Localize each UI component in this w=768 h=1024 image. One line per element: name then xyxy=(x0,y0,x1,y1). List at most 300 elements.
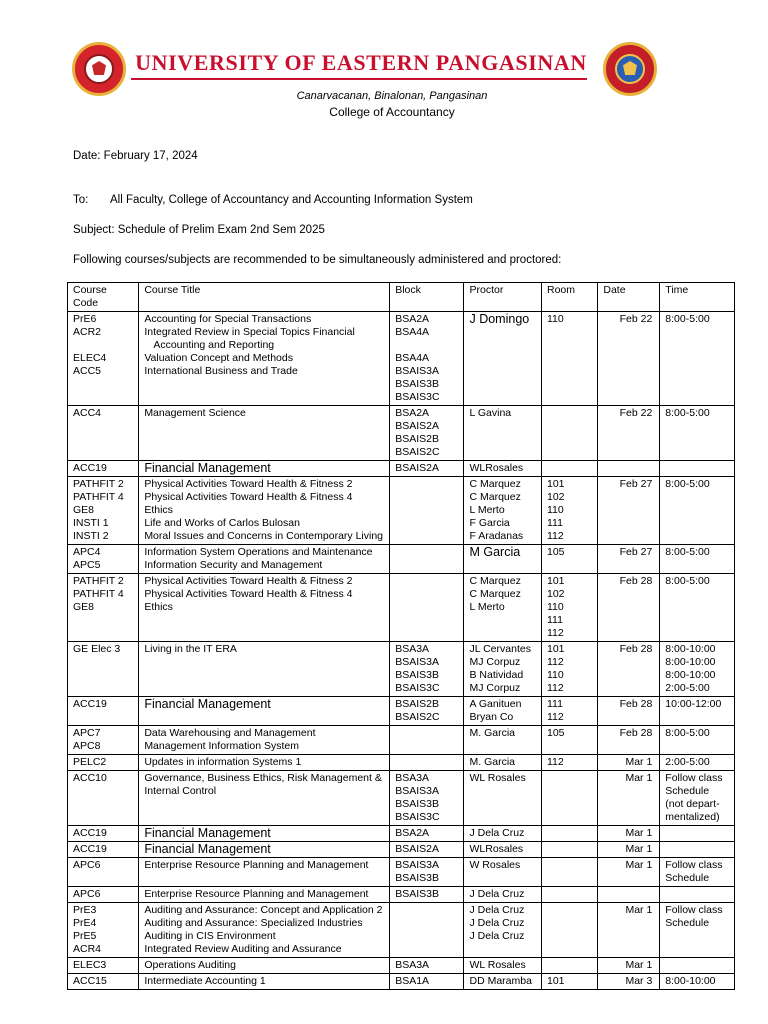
cell-text: Auditing and Assurance: Concept and Application 2 xyxy=(144,904,383,916)
cell-text: 101 xyxy=(547,575,565,587)
cell-block xyxy=(390,974,464,990)
cell-room xyxy=(542,903,598,958)
cell-text: Intermediate Accounting 1 xyxy=(144,975,266,987)
cell-text xyxy=(547,888,592,901)
cell-text xyxy=(547,904,592,917)
table-row xyxy=(68,958,735,974)
table-row xyxy=(68,545,735,574)
cell-text: APC6 xyxy=(73,859,101,871)
cell-text: 111 xyxy=(547,614,563,626)
cell-text: BSAIS2A xyxy=(395,843,439,855)
col-header-date: Date xyxy=(598,283,660,312)
cell-course-title xyxy=(139,642,390,697)
cell-text: 105 xyxy=(547,727,565,739)
table-row xyxy=(68,697,735,726)
cell-text: Feb 27 xyxy=(619,546,653,558)
cell-course-code xyxy=(68,755,139,771)
table-body xyxy=(68,312,735,990)
cell-text xyxy=(665,888,729,901)
cell-text: 112 xyxy=(547,627,564,639)
cell-proctor xyxy=(464,958,542,974)
cell-course-title xyxy=(139,887,390,903)
cell-text: DD Maramba xyxy=(469,975,532,987)
cell-date xyxy=(598,974,660,990)
cell-course-title xyxy=(139,726,390,755)
cell-course-title xyxy=(139,477,390,545)
cell-text: 8:00-10:00 xyxy=(665,669,716,681)
cell-text: ACC19 xyxy=(73,462,107,474)
cell-text: APC8 xyxy=(73,740,101,752)
table-row xyxy=(68,826,735,842)
cell-proctor xyxy=(464,545,542,574)
cell-text: 8:00-5:00 xyxy=(665,727,710,739)
table-row xyxy=(68,406,735,461)
cell-room xyxy=(542,406,598,461)
cell-text: APC7 xyxy=(73,727,101,739)
cell-text: BSAIS3A xyxy=(395,365,439,377)
cell-text: ACC4 xyxy=(73,407,102,419)
cell-text xyxy=(395,904,458,917)
table-row xyxy=(68,642,735,697)
cell-room xyxy=(542,461,598,477)
cell-text xyxy=(547,827,592,840)
cell-text: PATHFIT 4 xyxy=(73,491,124,503)
college-seal-right-logo xyxy=(603,42,657,96)
col-header-course-code: Course Code xyxy=(68,283,139,312)
cell-text: J Dela Cruz xyxy=(469,917,525,929)
cell-text: Moral Issues and Concerns in Contemporary Living xyxy=(144,530,384,542)
cell-text: Physical Activities Toward Health & Fitness 4 xyxy=(144,588,353,600)
cell-time xyxy=(660,755,735,771)
cell-room xyxy=(542,574,598,642)
cell-text: PELC2 xyxy=(73,756,107,768)
table-row xyxy=(68,755,735,771)
table-row xyxy=(68,974,735,990)
cell-text: 8:00-5:00 xyxy=(665,313,710,325)
cell-proctor xyxy=(464,461,542,477)
cell-course-title xyxy=(139,312,390,406)
cell-text: 112 xyxy=(547,756,564,768)
cell-text: Financial Management xyxy=(144,697,271,711)
cell-proctor xyxy=(464,477,542,545)
cell-text: J Dela Cruz xyxy=(469,904,525,916)
cell-time xyxy=(660,545,735,574)
cell-text: WL Rosales xyxy=(469,772,526,784)
cell-proctor xyxy=(464,771,542,826)
cell-proctor xyxy=(464,842,542,858)
cell-time xyxy=(660,842,735,858)
cell-text: Bryan Co xyxy=(469,711,514,723)
cell-time xyxy=(660,887,735,903)
col-header-course-title: Course Title xyxy=(139,283,390,312)
cell-text: APC5 xyxy=(73,559,101,571)
cell-text: C Marquez xyxy=(469,588,521,600)
cell-time xyxy=(660,574,735,642)
cell-time xyxy=(660,642,735,697)
cell-text: ELEC4 xyxy=(73,352,107,364)
cell-text: BSAIS2C xyxy=(395,446,440,458)
cell-text: PrE4 xyxy=(73,917,97,929)
cell-text: BSAIS3A xyxy=(395,656,439,668)
cell-text: Feb 27 xyxy=(619,478,653,490)
cell-text: Enterprise Resource Planning and Management xyxy=(144,859,369,871)
cell-course-title xyxy=(139,574,390,642)
cell-text xyxy=(665,462,729,475)
cell-course-code xyxy=(68,887,139,903)
cell-text: BSAIS2C xyxy=(395,711,440,723)
cell-course-code xyxy=(68,406,139,461)
cell-text: L Merto xyxy=(469,601,505,613)
cell-text: Mar 1 xyxy=(625,959,653,971)
cell-room xyxy=(542,958,598,974)
cell-text: L Gavina xyxy=(469,407,512,419)
cell-text: Financial Management xyxy=(144,826,271,840)
cell-block xyxy=(390,826,464,842)
cell-text: ACC19 xyxy=(73,843,107,855)
cell-date xyxy=(598,312,660,406)
cell-course-title xyxy=(139,545,390,574)
cell-text: Mar 1 xyxy=(625,843,653,855)
cell-text: BSAIS3B xyxy=(395,798,439,810)
cell-text: J Dela Cruz xyxy=(469,930,525,942)
cell-time xyxy=(660,858,735,887)
cell-text: Feb 28 xyxy=(619,643,653,655)
cell-text: Follow class xyxy=(665,772,723,784)
cell-text: 110 xyxy=(547,504,564,516)
cell-proctor xyxy=(464,406,542,461)
cell-block xyxy=(390,642,464,697)
cell-text: 112 xyxy=(547,530,564,542)
cell-room xyxy=(542,545,598,574)
cell-text: BSA3A xyxy=(395,772,430,784)
table-row xyxy=(68,461,735,477)
cell-room xyxy=(542,726,598,755)
cell-course-title xyxy=(139,771,390,826)
cell-proctor xyxy=(464,642,542,697)
cell-course-code xyxy=(68,461,139,477)
university-address: Canarvacanan, Binalonan, Pangasinan xyxy=(296,90,488,102)
memo-intro: Following courses/subjects are recommended to be simultaneously administered and proctored: xyxy=(73,254,562,266)
cell-time xyxy=(660,312,735,406)
cell-text: ACC19 xyxy=(73,827,107,839)
cell-time xyxy=(660,461,735,477)
cell-proctor xyxy=(464,755,542,771)
cell-proctor xyxy=(464,903,542,958)
cell-text xyxy=(665,843,729,856)
cell-text: BSAIS3C xyxy=(395,391,440,403)
cell-room xyxy=(542,842,598,858)
col-header-proctor: Proctor xyxy=(464,283,542,312)
cell-course-title xyxy=(139,842,390,858)
cell-time xyxy=(660,826,735,842)
cell-proctor xyxy=(464,858,542,887)
col-header-room: Room xyxy=(542,283,598,312)
cell-text: PrE5 xyxy=(73,930,97,942)
cell-proctor xyxy=(464,887,542,903)
cell-text: ACC10 xyxy=(73,772,107,784)
cell-course-title xyxy=(139,406,390,461)
cell-text: Governance, Business Ethics, Risk Management & xyxy=(144,772,382,784)
cell-text: INSTI 2 xyxy=(73,530,109,542)
cell-block xyxy=(390,887,464,903)
cell-text: Internal Control xyxy=(144,785,217,797)
cell-course-code xyxy=(68,312,139,406)
cell-course-code xyxy=(68,477,139,545)
cell-block xyxy=(390,406,464,461)
cell-text: BSAIS2A xyxy=(395,420,439,432)
cell-text: GE8 xyxy=(73,601,95,613)
cell-text: (not depart- xyxy=(665,798,720,810)
cell-room xyxy=(542,887,598,903)
cell-text: J Dela Cruz xyxy=(469,827,525,839)
cell-text xyxy=(665,827,729,840)
cell-room xyxy=(542,826,598,842)
cell-course-code xyxy=(68,697,139,726)
cell-block xyxy=(390,461,464,477)
cell-text: 2:00-5:00 xyxy=(665,756,710,768)
exam-schedule-table xyxy=(67,282,735,990)
cell-block xyxy=(390,697,464,726)
cell-room xyxy=(542,697,598,726)
cell-text: Physical Activities Toward Health & Fitness 4 xyxy=(144,491,353,503)
cell-text: 102 xyxy=(547,588,565,600)
cell-block xyxy=(390,771,464,826)
cell-text xyxy=(547,772,592,785)
cell-room xyxy=(542,642,598,697)
cell-text xyxy=(395,727,458,740)
cell-text: 10:00-12:00 xyxy=(665,698,722,710)
cell-text: WLRosales xyxy=(469,462,524,474)
cell-course-code xyxy=(68,771,139,826)
cell-text: MJ Corpuz xyxy=(469,656,521,668)
cell-text: C Marquez xyxy=(469,575,521,587)
cell-text: 101 xyxy=(547,643,565,655)
cell-date xyxy=(598,642,660,697)
cell-text xyxy=(547,843,592,856)
cell-text xyxy=(73,339,133,352)
cell-text: BSAIS3C xyxy=(395,811,440,823)
cell-date xyxy=(598,477,660,545)
cell-text: Financial Management xyxy=(144,842,271,856)
cell-course-title xyxy=(139,826,390,842)
cell-text xyxy=(665,959,729,972)
cell-text: 110 xyxy=(547,313,564,325)
cell-text: ACC5 xyxy=(73,365,102,377)
cell-course-code xyxy=(68,842,139,858)
cell-block xyxy=(390,574,464,642)
cell-text: BSA1A xyxy=(395,975,430,987)
cell-text: GE8 xyxy=(73,504,95,516)
cell-text: Mar 1 xyxy=(625,756,653,768)
cell-date xyxy=(598,958,660,974)
cell-date xyxy=(598,842,660,858)
cell-block xyxy=(390,903,464,958)
cell-text: BSAIS3B xyxy=(395,872,439,884)
cell-course-code xyxy=(68,726,139,755)
cell-course-code xyxy=(68,642,139,697)
cell-text: Mar 1 xyxy=(625,904,653,916)
cell-text: J Domingo xyxy=(469,312,530,326)
cell-block xyxy=(390,312,464,406)
cell-text: ACC19 xyxy=(73,698,107,710)
cell-course-code xyxy=(68,958,139,974)
cell-proctor xyxy=(464,726,542,755)
cell-text: M. Garcia xyxy=(469,727,515,739)
cell-course-title xyxy=(139,755,390,771)
col-header-block: Block xyxy=(390,283,464,312)
cell-text xyxy=(603,888,652,901)
cell-text: JL Cervantes xyxy=(469,643,531,655)
cell-text xyxy=(547,859,592,872)
cell-text: 2:00-5:00 xyxy=(665,682,710,694)
cell-text: Operations Auditing xyxy=(144,959,236,971)
memo-to-label: To: xyxy=(73,194,89,206)
cell-text: Financial Management xyxy=(144,461,271,475)
cell-text: Mar 3 xyxy=(625,975,653,987)
cell-proctor xyxy=(464,312,542,406)
cell-text: 101 xyxy=(547,478,565,490)
cell-text: Schedule xyxy=(665,872,710,884)
cell-text xyxy=(395,575,458,588)
cell-text: APC4 xyxy=(73,546,101,558)
cell-text: ELEC3 xyxy=(73,959,107,971)
cell-text: APC6 xyxy=(73,888,101,900)
cell-time xyxy=(660,406,735,461)
cell-text: Data Warehousing and Management xyxy=(144,727,316,739)
cell-course-code xyxy=(68,574,139,642)
cell-block xyxy=(390,755,464,771)
cell-text: PATHFIT 4 xyxy=(73,588,124,600)
cell-text: PrE6 xyxy=(73,313,97,325)
cell-text: Mar 1 xyxy=(625,772,653,784)
cell-text: WL Rosales xyxy=(469,959,526,971)
cell-date xyxy=(598,858,660,887)
cell-time xyxy=(660,974,735,990)
cell-time xyxy=(660,477,735,545)
cell-text: INSTI 1 xyxy=(73,517,109,529)
cell-text: BSA4A xyxy=(395,326,430,338)
cell-block xyxy=(390,726,464,755)
cell-text: BSA2A xyxy=(395,313,430,325)
cell-text: BSAIS3A xyxy=(395,859,439,871)
cell-text: PrE3 xyxy=(73,904,97,916)
cell-text: 111 xyxy=(547,517,563,529)
cell-date xyxy=(598,574,660,642)
cell-text: Feb 28 xyxy=(619,727,653,739)
cell-date xyxy=(598,545,660,574)
cell-course-title xyxy=(139,974,390,990)
cell-text: M Garcia xyxy=(469,545,521,559)
cell-date xyxy=(598,887,660,903)
cell-room xyxy=(542,771,598,826)
cell-text: 111 xyxy=(547,698,563,710)
cell-text: ACR4 xyxy=(73,943,102,955)
cell-text xyxy=(547,462,592,475)
cell-text: 8:00-5:00 xyxy=(665,575,710,587)
cell-text xyxy=(603,462,652,475)
table-row xyxy=(68,312,735,406)
cell-course-code xyxy=(68,974,139,990)
cell-text: ACC15 xyxy=(73,975,107,987)
cell-course-code xyxy=(68,826,139,842)
memo-to-recipients: All Faculty, College of Accountancy and Accounting Information System xyxy=(110,194,473,206)
cell-text: BSAIS2B xyxy=(395,698,439,710)
cell-text: 112 xyxy=(547,656,564,668)
cell-text: BSA2A xyxy=(395,407,430,419)
cell-text: 112 xyxy=(547,682,564,694)
cell-text: ACR2 xyxy=(73,326,102,338)
cell-text: Feb 22 xyxy=(619,407,653,419)
cell-text: Life and Works of Carlos Bulosan xyxy=(144,517,300,529)
cell-text: mentalized) xyxy=(665,811,720,823)
university-seal-left-logo xyxy=(72,42,126,96)
cell-course-code xyxy=(68,858,139,887)
cell-text: WLRosales xyxy=(469,843,524,855)
cell-text: Information System Operations and Maintenance xyxy=(144,546,373,558)
cell-text: F Garcia xyxy=(469,517,510,529)
cell-text: L Merto xyxy=(469,504,505,516)
table-row xyxy=(68,887,735,903)
cell-text: W Rosales xyxy=(469,859,521,871)
cell-room xyxy=(542,312,598,406)
cell-block xyxy=(390,958,464,974)
cell-text xyxy=(395,478,458,491)
table-header-row xyxy=(68,283,735,312)
cell-date xyxy=(598,903,660,958)
cell-text: PATHFIT 2 xyxy=(73,478,124,490)
college-name: College of Accountancy xyxy=(329,105,455,119)
table-row xyxy=(68,726,735,755)
cell-text: GE Elec 3 xyxy=(73,643,121,655)
cell-text: B Natividad xyxy=(469,669,524,681)
table-row xyxy=(68,771,735,826)
cell-block xyxy=(390,858,464,887)
cell-time xyxy=(660,958,735,974)
cell-text: BSAIS3B xyxy=(395,378,439,390)
table-row xyxy=(68,842,735,858)
cell-text xyxy=(547,959,592,972)
cell-block xyxy=(390,477,464,545)
cell-date xyxy=(598,697,660,726)
cell-text: C Marquez xyxy=(469,491,521,503)
cell-text: BSA4A xyxy=(395,352,430,364)
cell-text: 8:00-5:00 xyxy=(665,546,710,558)
cell-text: Feb 28 xyxy=(619,698,653,710)
cell-room xyxy=(542,755,598,771)
cell-date xyxy=(598,406,660,461)
cell-text: BSAIS3B xyxy=(395,888,439,900)
cell-text: Management Information System xyxy=(144,740,299,752)
cell-text: Ethics xyxy=(144,504,173,516)
cell-text: Accounting for Special Transactions xyxy=(144,313,312,325)
cell-date xyxy=(598,755,660,771)
cell-text: Enterprise Resource Planning and Management xyxy=(144,888,369,900)
cell-text: BSA3A xyxy=(395,959,430,971)
cell-room xyxy=(542,477,598,545)
cell-text: 110 xyxy=(547,601,564,613)
university-name: UNIVERSITY OF EASTERN PANGASINAN xyxy=(135,50,587,75)
cell-text: 8:00-5:00 xyxy=(665,407,710,419)
memo-subject: Subject: Schedule of Prelim Exam 2nd Sem 2025 xyxy=(73,224,325,236)
cell-text: 101 xyxy=(547,975,565,987)
cell-text: Living in the IT ERA xyxy=(144,643,237,655)
cell-proctor xyxy=(464,697,542,726)
cell-text: PATHFIT 2 xyxy=(73,575,124,587)
cell-text: Auditing and Assurance: Specialized Industries xyxy=(144,917,363,929)
cell-text: BSAIS3A xyxy=(395,785,439,797)
cell-room xyxy=(542,974,598,990)
cell-time xyxy=(660,903,735,958)
